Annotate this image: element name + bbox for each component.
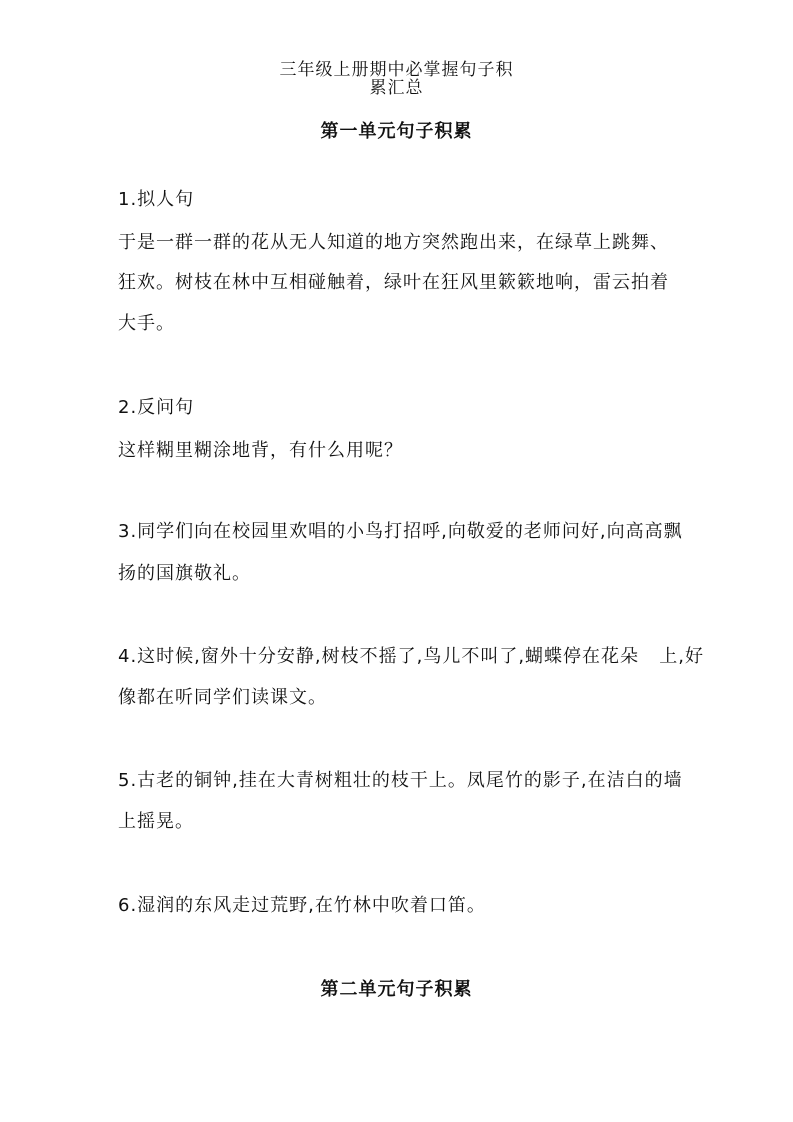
- item-line: 像都在听同学们读课文。: [118, 687, 327, 708]
- doc-title-line-2: 累汇总: [369, 78, 424, 98]
- doc-title-line-1: 三年级上册期中必掌握句子积: [279, 60, 514, 80]
- item-line: 狂欢。树枝在林中互相碰触着，绿叶在狂风里簌簌地响，雷云拍着: [118, 272, 669, 293]
- section-heading-1: 第一单元句子积累: [320, 121, 473, 142]
- item-line: 于是一群一群的花从无人知道的地方突然跑出来，在绿草上跳舞、: [118, 232, 669, 253]
- section-heading-2: 第二单元句子积累: [320, 979, 473, 1000]
- item-label: 1.拟人句: [118, 189, 195, 210]
- item-line: 大手。: [118, 313, 175, 334]
- item-line: 4.这时候,窗外十分安静,树枝不摇了,鸟儿不叫了,蝴蝶停在花朵 上,好: [118, 646, 704, 667]
- item-line: 扬的国旗敬礼。: [118, 563, 251, 584]
- item-line: 这样糊里糊涂地背，有什么用呢？: [118, 440, 403, 461]
- item-line: 上摇晃。: [118, 811, 194, 832]
- item-label: 2.反问句: [118, 397, 195, 418]
- item-line: 5.古老的铜钟,挂在大青树粗壮的枝干上。凤尾竹的影子,在洁白的墙: [118, 770, 683, 791]
- item-line: 6.湿润的东风走过荒野,在竹林中吹着口笛。: [118, 895, 486, 916]
- item-line: 3.同学们向在校园里欢唱的小鸟打招呼,向敬爱的老师问好,向高高飘: [118, 521, 683, 542]
